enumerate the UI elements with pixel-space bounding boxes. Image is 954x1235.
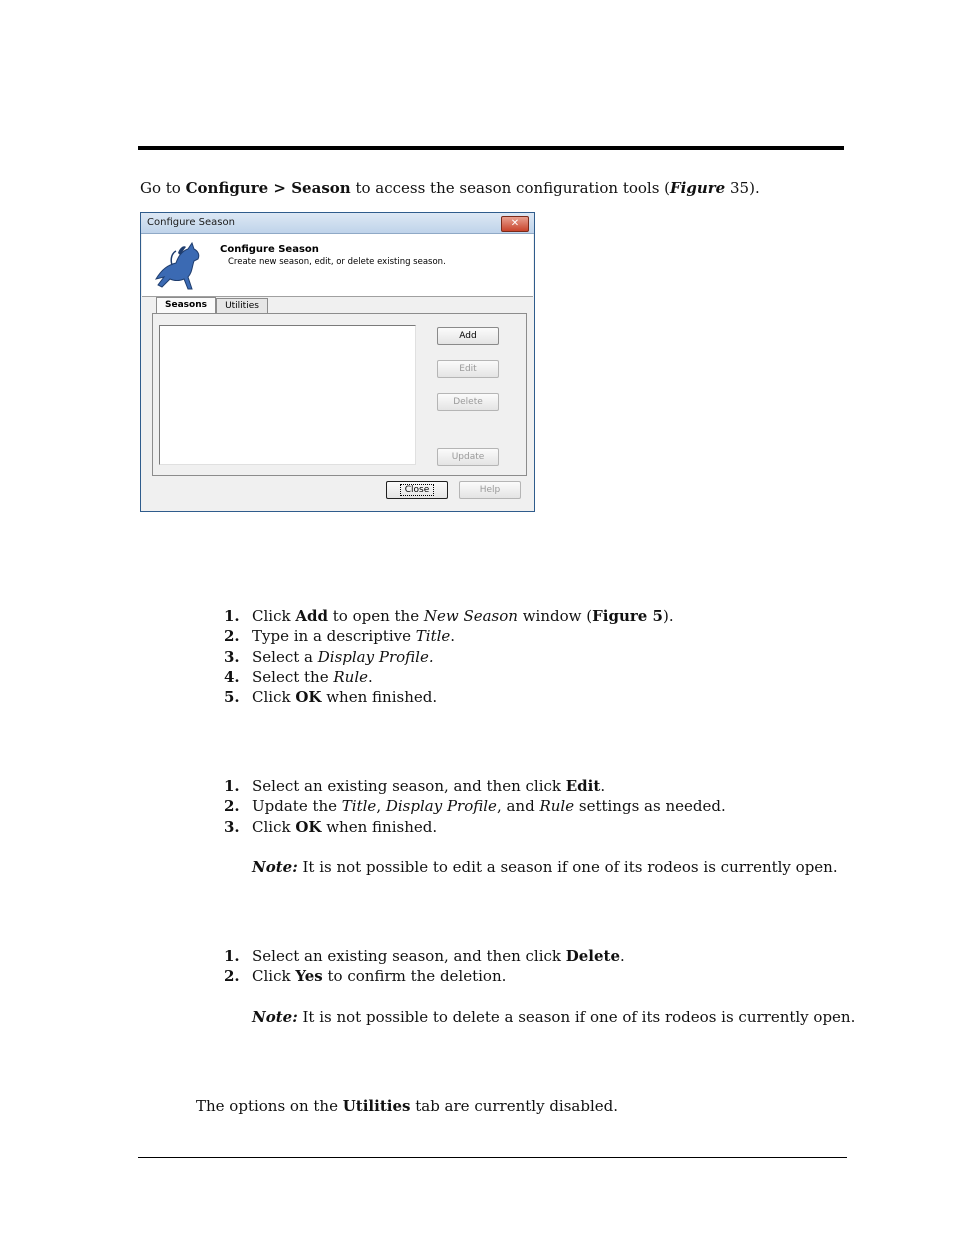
add-season-steps [224, 606, 674, 707]
list-item: 3. Select a Display Profile. [224, 647, 434, 666]
bucking-horse-icon [148, 239, 208, 293]
list-item: 1. Select an existing season, and then click Edit. [224, 777, 606, 795]
tab-utilities[interactable]: Utilities [216, 298, 268, 314]
delete-note: Note: It is not possible to delete a season if one of its rodeos is currently open. [252, 1008, 856, 1026]
list-item: 5. Click OK when finished. [224, 688, 438, 707]
configure-season-dialog [140, 212, 535, 512]
close-icon[interactable]: ✕ [501, 216, 529, 232]
dialog-header [142, 234, 533, 297]
add-button[interactable]: Add [437, 327, 499, 345]
edit-season-steps [224, 776, 726, 837]
edit-button[interactable]: Edit [437, 360, 499, 378]
tab-seasons[interactable]: Seasons [156, 297, 216, 314]
header-subtitle: Create new season, edit, or delete existing season. [228, 257, 446, 267]
close-button-label: Close [401, 485, 434, 495]
list-item: 4. Select the Rule. [224, 667, 373, 686]
help-button[interactable]: Help [459, 481, 521, 499]
list-item: 1. Click Add to open the New Season window (Figure 5). [224, 607, 674, 625]
update-button[interactable]: Update [437, 448, 499, 466]
list-item: 2. Click Yes to confirm the deletion. [224, 967, 507, 986]
seasons-panel [152, 313, 527, 476]
list-item: 2. Type in a descriptive Title. [224, 627, 456, 646]
close-button[interactable] [386, 481, 448, 499]
edit-note: Note: It is not possible to edit a season if one of its rodeos is currently open. [252, 858, 838, 876]
season-list[interactable] [159, 325, 416, 465]
list-item: 1. Select an existing season, and then click Delete. [224, 947, 625, 965]
outro-paragraph: The options on the Utilities tab are currently disabled. [196, 1097, 619, 1115]
dialog-title: Configure Season [147, 217, 235, 228]
bottom-rule [138, 1157, 847, 1158]
delete-season-steps [224, 946, 625, 987]
intro-paragraph: Go to Configure > Season to access the season configuration tools (Figure 35). [140, 179, 760, 197]
list-item: 3. Click OK when finished. [224, 817, 438, 836]
top-rule [138, 146, 844, 150]
dialog-title-bar [141, 213, 534, 234]
delete-button[interactable]: Delete [437, 393, 499, 411]
header-title: Configure Season [220, 244, 319, 255]
list-item: 2. Update the Title, Display Profile, and Rule settings as needed. [224, 797, 726, 816]
